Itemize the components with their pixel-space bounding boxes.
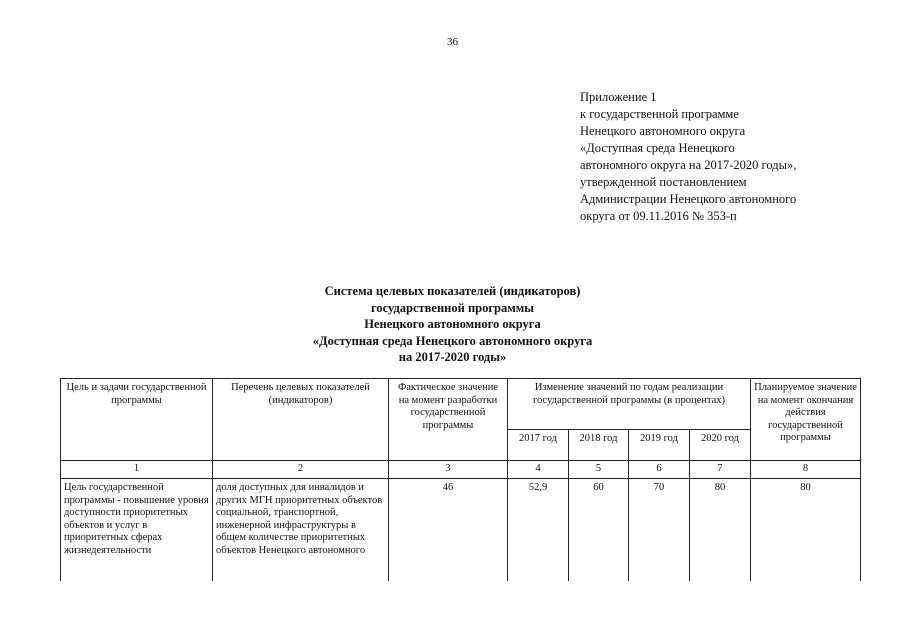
indicators-table [60, 378, 861, 581]
cell-actual-value: 46 [389, 479, 508, 582]
header-actual-value: Фактическое значение на момент разработки государственной программы [389, 379, 508, 461]
cell-2019: 70 [629, 479, 690, 582]
appendix-line: к государственной программе [580, 107, 739, 121]
column-number: 8 [751, 461, 861, 479]
title-line: государственной программы [370, 300, 535, 315]
table-numbering-row [61, 461, 861, 479]
appendix-line: утвержденной постановлением [580, 175, 747, 189]
appendix-line: Ненецкого автономного округа [580, 124, 746, 138]
header-year-2018: 2018 год [569, 430, 629, 461]
column-number: 4 [508, 461, 569, 479]
header-year-2020: 2020 год [690, 430, 751, 461]
cell-2018: 60 [569, 479, 629, 582]
column-number: 6 [629, 461, 690, 479]
page-number: 36 [447, 36, 458, 48]
column-number: 1 [61, 461, 213, 479]
header-planned-value: Планируемое значение на момент окончания действия государственной программы [751, 379, 861, 461]
column-number: 5 [569, 461, 629, 479]
header-year-2019: 2019 год [629, 430, 690, 461]
appendix-line: Администрации Ненецкого автономного [580, 192, 797, 206]
appendix-reference [580, 89, 880, 225]
appendix-line: автономного округа на 2017-2020 годы», [580, 158, 797, 172]
column-number: 2 [213, 461, 389, 479]
title-line: на 2017-2020 годы» [398, 350, 507, 364]
title-line: Ненецкого автономного округа [364, 317, 541, 331]
cell-indicator: доля доступных для инвалидов и других МГН приоритетных объектов социальной, транспортной, инженерной инфраструктуры в общем количестве приоритетных объектов Ненецкого автономного [213, 479, 389, 582]
table-row [61, 479, 861, 582]
cell-2017: 52,9 [508, 479, 569, 582]
title-line: Система целевых показателей (индикаторов) [324, 284, 581, 298]
header-indicators: Перечень целевых показателей (индикаторов) [213, 379, 389, 461]
appendix-line: округа от 09.11.2016 № 353-п [580, 209, 737, 223]
column-number: 7 [690, 461, 751, 479]
header-year-2017: 2017 год [508, 430, 569, 461]
document-title [0, 283, 905, 366]
appendix-line: «Доступная среда Ненецкого [580, 141, 735, 155]
header-goal: Цель и задачи государственной программы [61, 379, 213, 461]
cell-planned-value: 80 [751, 479, 861, 582]
cell-goal: Цель государственной программы - повышение уровня доступности приоритетных объектов и услуг в приоритетных сферах жизнедеятельности [61, 479, 213, 582]
cell-2020: 80 [690, 479, 751, 582]
column-number: 3 [389, 461, 508, 479]
table-header-row [61, 379, 861, 430]
appendix-line: Приложение 1 [580, 90, 657, 104]
title-line: «Доступная среда Ненецкого автономного округа [312, 333, 593, 348]
header-yearly-change: Изменение значений по годам реализации государственной программы (в процентах) [508, 379, 751, 430]
